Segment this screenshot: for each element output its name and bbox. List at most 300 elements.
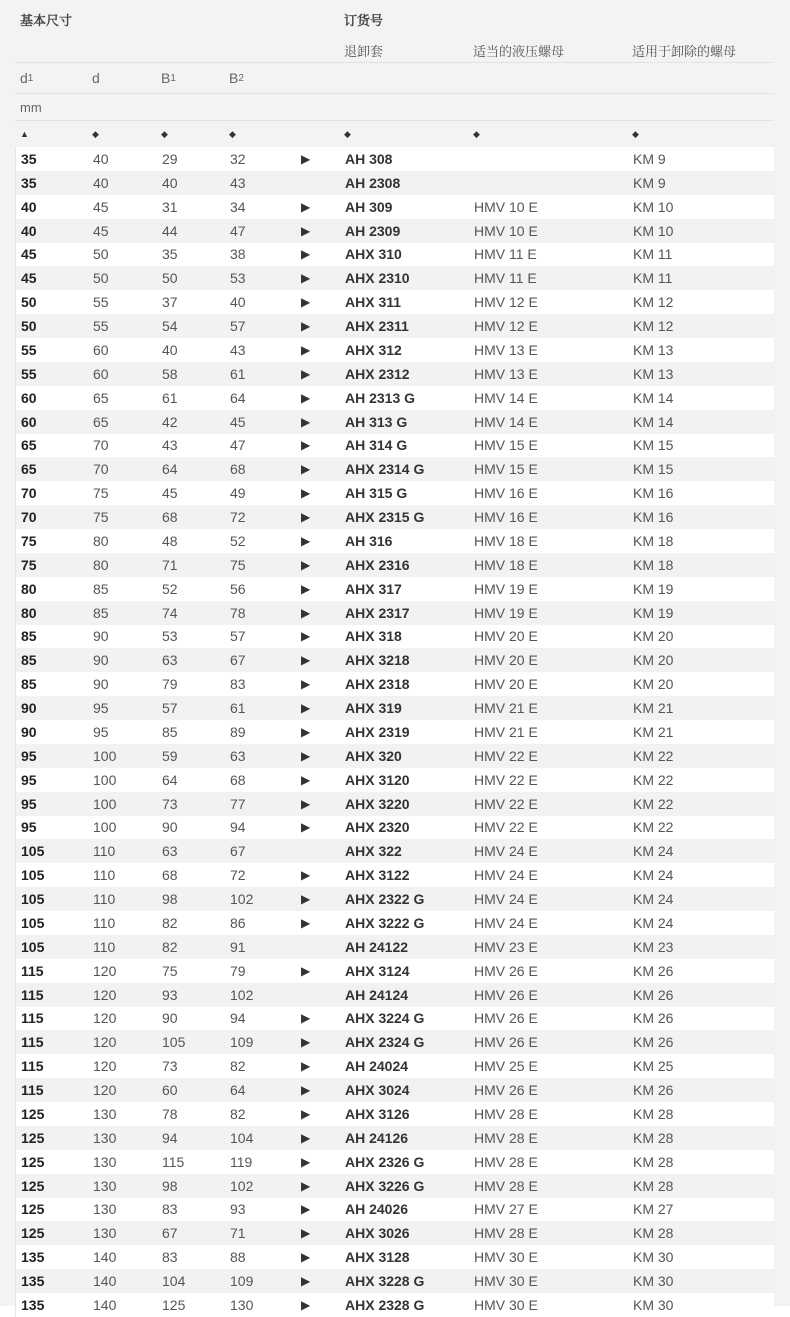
cell-b1: 35 <box>162 246 178 263</box>
cell-b2: 82 <box>230 1058 246 1075</box>
sleeve-link[interactable]: AH 24122 <box>345 938 409 955</box>
sleeve-link[interactable]: AHX 2319 <box>345 723 410 740</box>
cell-b1: 37 <box>162 294 178 311</box>
cell-b2: 72 <box>230 867 246 884</box>
cell-hydraulic-nut: HMV 24 E <box>474 891 538 908</box>
cell-d1: 115 <box>21 1082 44 1099</box>
cell-d1: 70 <box>21 509 37 526</box>
cell-d1: 45 <box>21 270 37 287</box>
cell-b1: 54 <box>162 318 178 335</box>
cell-b1: 58 <box>162 365 178 382</box>
sleeve-link[interactable]: AH 24026 <box>345 1201 409 1218</box>
cell-d1: 35 <box>21 150 37 167</box>
play-arrow-icon[interactable]: ▶ <box>301 223 311 238</box>
cell-d1: 135 <box>21 1296 45 1313</box>
sleeve-link[interactable]: AHX 3226 G <box>345 1177 425 1194</box>
table-row <box>16 1198 774 1222</box>
table-row <box>16 911 774 935</box>
cell-removal-nut: KM 30 <box>633 1249 674 1266</box>
cell-d1: 115 <box>21 962 44 979</box>
cell-b1: 83 <box>162 1201 178 1218</box>
play-arrow-icon[interactable]: ▶ <box>301 1202 311 1217</box>
table-header <box>15 0 774 147</box>
cell-hydraulic-nut: HMV 19 E <box>474 580 538 597</box>
cell-d: 85 <box>93 580 109 597</box>
play-arrow-icon[interactable]: ▶ <box>301 1226 311 1241</box>
table-row <box>16 243 774 267</box>
cell-hydraulic-nut: HMV 11 E <box>474 270 537 287</box>
cell-hydraulic-nut: HMV 12 E <box>474 294 538 311</box>
sleeve-link[interactable]: AHX 3026 <box>345 1225 410 1242</box>
sleeve-link[interactable]: AHX 3224 G <box>345 1010 425 1027</box>
cell-hydraulic-nut: HMV 23 E <box>474 938 538 955</box>
play-arrow-icon[interactable]: ▶ <box>301 1035 311 1050</box>
group-order-number: 订货号 <box>344 12 384 28</box>
cell-removal-nut: KM 16 <box>633 485 674 502</box>
cell-d1: 90 <box>21 700 37 717</box>
cell-b2: 86 <box>230 914 246 931</box>
sort-icon[interactable]: ◆ <box>161 128 168 139</box>
sleeve-link[interactable]: AHX 3220 <box>345 795 410 812</box>
play-arrow-icon[interactable]: ▶ <box>301 963 311 978</box>
table-row <box>16 147 774 171</box>
table-row <box>16 1054 774 1078</box>
cell-hydraulic-nut: HMV 11 E <box>474 246 537 263</box>
play-arrow-icon[interactable]: ▶ <box>301 892 311 907</box>
play-arrow-icon[interactable]: ▶ <box>301 462 311 477</box>
cell-d: 100 <box>93 795 117 812</box>
sleeve-link[interactable]: AHX 3126 <box>345 1105 410 1122</box>
cell-d: 140 <box>93 1296 117 1313</box>
sleeve-link[interactable]: AHX 3120 <box>345 771 410 788</box>
play-arrow-icon[interactable]: ▶ <box>301 820 311 835</box>
sleeve-link[interactable]: AH 314 G <box>345 437 408 454</box>
sleeve-link[interactable]: AHX 2314 G <box>345 461 425 478</box>
cell-removal-nut: KM 30 <box>633 1273 674 1290</box>
cell-d1: 90 <box>21 723 37 740</box>
play-arrow-icon[interactable]: ▶ <box>301 151 311 166</box>
table-row <box>16 863 774 887</box>
cell-d1: 65 <box>21 461 37 478</box>
cell-hydraulic-nut: HMV 10 E <box>474 222 538 239</box>
table-row <box>16 314 774 338</box>
cell-b1: 73 <box>162 795 178 812</box>
cell-b2: 67 <box>230 843 246 860</box>
sleeve-link[interactable]: AHX 319 <box>345 700 402 717</box>
header-subcolumn-row <box>15 38 774 62</box>
cell-b2: 32 <box>230 150 246 167</box>
cell-d1: 80 <box>21 604 37 621</box>
cell-d: 110 <box>93 914 116 931</box>
cell-removal-nut: KM 22 <box>633 747 674 764</box>
sleeve-link[interactable]: AHX 2322 G <box>345 891 425 908</box>
sleeve-link[interactable]: AHX 312 <box>345 341 402 358</box>
header-unit-row <box>15 93 774 120</box>
cell-b1: 40 <box>162 174 178 191</box>
cell-d1: 40 <box>21 222 37 239</box>
cell-b1: 29 <box>162 150 178 167</box>
sleeve-link[interactable]: AHX 3128 <box>345 1249 410 1266</box>
cell-removal-nut: KM 20 <box>633 628 674 645</box>
cell-b1: 98 <box>162 1177 178 1194</box>
col-hydraulic-nut: 适当的液压螺母 <box>473 43 565 59</box>
cell-removal-nut: KM 24 <box>633 843 674 860</box>
play-arrow-icon[interactable]: ▶ <box>301 247 311 262</box>
sort-icon[interactable]: ◆ <box>632 128 639 139</box>
play-arrow-icon[interactable]: ▶ <box>301 557 311 572</box>
sleeve-link[interactable]: AHX 3218 <box>345 652 410 669</box>
cell-d1: 40 <box>21 198 37 215</box>
cell-d: 95 <box>93 700 109 717</box>
cell-hydraulic-nut: HMV 20 E <box>474 652 538 669</box>
cell-removal-nut: KM 23 <box>633 938 674 955</box>
play-arrow-icon[interactable]: ▶ <box>301 271 311 286</box>
cell-b1: 82 <box>162 914 178 931</box>
cell-b2: 47 <box>230 222 246 239</box>
cell-hydraulic-nut: HMV 20 E <box>474 628 538 645</box>
play-arrow-icon[interactable]: ▶ <box>301 605 311 620</box>
sleeve-link[interactable]: AH 24024 <box>345 1058 409 1075</box>
table-row <box>16 648 774 672</box>
sort-icon[interactable]: ◆ <box>92 128 99 139</box>
sleeve-link[interactable]: AH 2309 <box>345 222 401 239</box>
cell-b1: 104 <box>162 1273 186 1290</box>
cell-d: 50 <box>93 246 109 263</box>
cell-d: 130 <box>93 1201 117 1218</box>
cell-d1: 85 <box>21 628 37 645</box>
cell-d1: 55 <box>21 365 37 382</box>
cell-hydraulic-nut: HMV 15 E <box>474 437 538 454</box>
play-arrow-icon[interactable]: ▶ <box>301 1059 311 1074</box>
cell-hydraulic-nut: HMV 26 E <box>474 1034 538 1051</box>
cell-removal-nut: KM 19 <box>633 604 674 621</box>
cell-b2: 64 <box>230 389 246 406</box>
sleeve-link[interactable]: AHX 2310 <box>345 270 410 287</box>
cell-b2: 64 <box>230 1082 246 1099</box>
sleeve-link[interactable]: AHX 2324 G <box>345 1034 425 1051</box>
play-arrow-icon[interactable]: ▶ <box>301 868 311 883</box>
cell-b2: 102 <box>230 986 254 1003</box>
cell-d: 55 <box>93 294 109 311</box>
sleeve-link[interactable]: AH 313 G <box>345 413 408 430</box>
cell-hydraulic-nut: HMV 28 E <box>474 1153 538 1170</box>
cell-b2: 88 <box>230 1249 246 1266</box>
cell-b2: 71 <box>230 1225 246 1242</box>
play-arrow-icon[interactable]: ▶ <box>301 1130 311 1145</box>
cell-b2: 34 <box>230 198 246 215</box>
cell-d1: 95 <box>21 771 37 788</box>
sleeve-link[interactable]: AH 24124 <box>345 986 409 1003</box>
cell-hydraulic-nut: HMV 19 E <box>474 604 538 621</box>
cell-b1: 64 <box>162 771 178 788</box>
cell-b1: 83 <box>162 1249 178 1266</box>
table-row <box>16 768 774 792</box>
table-row <box>16 792 774 816</box>
cell-b2: 104 <box>230 1129 254 1146</box>
table-row <box>16 457 774 481</box>
sleeve-link[interactable]: AHX 317 <box>345 580 402 597</box>
play-arrow-icon[interactable]: ▶ <box>301 1083 311 1098</box>
sort-icon[interactable]: ◆ <box>473 128 480 139</box>
symbol-b1: B 1 <box>161 70 176 86</box>
play-arrow-icon[interactable]: ▶ <box>301 319 311 334</box>
cell-removal-nut: KM 18 <box>633 556 674 573</box>
header-group-row <box>15 0 774 38</box>
table-row <box>16 1126 774 1150</box>
cell-d1: 55 <box>21 341 37 358</box>
sleeve-link[interactable]: AHX 3222 G <box>345 914 425 931</box>
cell-removal-nut: KM 21 <box>633 723 674 740</box>
play-arrow-icon[interactable]: ▶ <box>301 533 311 548</box>
play-arrow-icon[interactable]: ▶ <box>301 701 311 716</box>
play-arrow-icon[interactable]: ▶ <box>301 390 311 405</box>
cell-d: 90 <box>93 676 109 693</box>
sleeve-link[interactable]: AH 2308 <box>345 174 401 191</box>
cell-d: 130 <box>93 1177 117 1194</box>
cell-b2: 68 <box>230 771 246 788</box>
sleeve-link[interactable]: AHX 3024 <box>345 1082 410 1099</box>
cell-b2: 67 <box>230 652 246 669</box>
sleeve-link[interactable]: AHX 2318 <box>345 676 410 693</box>
sleeve-link[interactable]: AHX 310 <box>345 246 402 263</box>
cell-d: 45 <box>93 198 109 215</box>
cell-d: 110 <box>93 938 116 955</box>
cell-hydraulic-nut: HMV 27 E <box>474 1201 538 1218</box>
table-row <box>16 1269 774 1293</box>
cell-hydraulic-nut: HMV 13 E <box>474 365 538 382</box>
play-arrow-icon[interactable]: ▶ <box>301 772 311 787</box>
play-arrow-icon[interactable]: ▶ <box>301 1274 311 1289</box>
table-row <box>16 171 774 195</box>
cell-hydraulic-nut: HMV 14 E <box>474 413 538 430</box>
cell-removal-nut: KM 19 <box>633 580 674 597</box>
table-row <box>16 720 774 744</box>
cell-b1: 68 <box>162 509 178 526</box>
cell-b2: 49 <box>230 485 246 502</box>
cell-d1: 75 <box>21 556 37 573</box>
cell-b2: 130 <box>230 1296 254 1313</box>
play-arrow-icon[interactable]: ▶ <box>301 629 311 644</box>
play-arrow-icon[interactable]: ▶ <box>301 295 311 310</box>
cell-removal-nut: KM 20 <box>633 676 674 693</box>
table-row <box>16 983 774 1007</box>
sleeve-link[interactable]: AHX 2311 <box>345 318 409 335</box>
sleeve-link[interactable]: AHX 3124 <box>345 962 410 979</box>
play-arrow-icon[interactable]: ▶ <box>301 724 311 739</box>
cell-b2: 75 <box>230 556 246 573</box>
sleeve-link[interactable]: AH 309 <box>345 198 393 215</box>
cell-d1: 105 <box>21 914 45 931</box>
table-row <box>16 529 774 553</box>
play-arrow-icon[interactable]: ▶ <box>301 486 311 501</box>
play-arrow-icon[interactable]: ▶ <box>301 199 311 214</box>
cell-d1: 35 <box>21 174 37 191</box>
sleeve-link[interactable]: AHX 2317 <box>345 604 410 621</box>
cell-d: 120 <box>93 1034 117 1051</box>
play-arrow-icon[interactable]: ▶ <box>301 1250 311 1265</box>
sort-icon[interactable]: ◆ <box>229 128 236 139</box>
play-arrow-icon[interactable]: ▶ <box>301 1106 311 1121</box>
cell-b2: 78 <box>230 604 246 621</box>
cell-removal-nut: KM 16 <box>633 509 674 526</box>
cell-d: 65 <box>93 389 109 406</box>
cell-d: 130 <box>93 1129 117 1146</box>
sleeve-link[interactable]: AHX 322 <box>345 843 402 860</box>
table-row <box>16 887 774 911</box>
cell-d1: 80 <box>21 580 37 597</box>
cell-removal-nut: KM 20 <box>633 652 674 669</box>
sort-asc-icon[interactable]: ▲ <box>20 129 29 139</box>
cell-d1: 70 <box>21 485 37 502</box>
cell-b1: 94 <box>162 1129 178 1146</box>
cell-d: 120 <box>93 986 117 1003</box>
cell-b2: 61 <box>230 700 246 717</box>
play-arrow-icon[interactable]: ▶ <box>301 677 311 692</box>
table-row <box>16 839 774 863</box>
cell-b2: 102 <box>230 1177 254 1194</box>
cell-d: 110 <box>93 867 116 884</box>
cell-d1: 60 <box>21 389 37 406</box>
cell-b2: 43 <box>230 341 246 358</box>
sort-row <box>15 120 774 147</box>
cell-d: 130 <box>93 1105 117 1122</box>
cell-d: 130 <box>93 1153 117 1170</box>
cell-d: 60 <box>93 365 109 382</box>
table-row <box>16 1030 774 1054</box>
cell-b1: 82 <box>162 938 178 955</box>
cell-removal-nut: KM 13 <box>633 365 674 382</box>
table-row <box>16 434 774 458</box>
cell-d1: 115 <box>21 986 44 1003</box>
play-arrow-icon[interactable]: ▶ <box>301 510 311 525</box>
cell-d1: 115 <box>21 1058 44 1075</box>
cell-d: 45 <box>93 222 109 239</box>
cell-removal-nut: KM 26 <box>633 1034 674 1051</box>
play-arrow-icon[interactable]: ▶ <box>301 748 311 763</box>
cell-d1: 125 <box>21 1177 45 1194</box>
table-row <box>16 338 774 362</box>
sleeve-link[interactable]: AHX 2315 G <box>345 509 425 526</box>
cell-d: 120 <box>93 1058 117 1075</box>
play-arrow-icon[interactable]: ▶ <box>301 414 311 429</box>
cell-d: 120 <box>93 962 117 979</box>
cell-b1: 61 <box>162 389 178 406</box>
symbol-b2: B 2 <box>229 70 244 86</box>
cell-removal-nut: KM 28 <box>633 1105 674 1122</box>
play-arrow-icon[interactable]: ▶ <box>301 1154 311 1169</box>
table-row <box>16 481 774 505</box>
sleeve-link[interactable]: AHX 2320 <box>345 819 410 836</box>
sleeve-link[interactable]: AH 2313 G <box>345 389 416 406</box>
sleeve-link[interactable]: AHX 2326 G <box>345 1153 425 1170</box>
play-arrow-icon[interactable]: ▶ <box>301 1178 311 1193</box>
sleeve-link[interactable]: AHX 320 <box>345 747 402 764</box>
cell-d1: 65 <box>21 437 37 454</box>
play-arrow-icon[interactable]: ▶ <box>301 366 311 381</box>
cell-removal-nut: KM 9 <box>633 150 666 167</box>
sleeve-link[interactable]: AH 24126 <box>345 1129 409 1146</box>
play-arrow-icon[interactable]: ▶ <box>301 342 311 357</box>
sleeve-link[interactable]: AH 316 <box>345 532 393 549</box>
cell-d1: 125 <box>21 1129 45 1146</box>
cell-d: 100 <box>93 771 117 788</box>
sleeve-link[interactable]: AHX 2312 <box>345 365 410 382</box>
cell-removal-nut: KM 22 <box>633 795 674 812</box>
sleeve-link[interactable]: AHX 318 <box>345 628 402 645</box>
sleeve-link[interactable]: AHX 2328 G <box>345 1296 425 1313</box>
cell-b1: 53 <box>162 628 178 645</box>
cell-b1: 74 <box>162 604 178 621</box>
cell-d1: 125 <box>21 1225 45 1242</box>
cell-removal-nut: KM 12 <box>633 294 674 311</box>
play-arrow-icon[interactable]: ▶ <box>301 915 311 930</box>
sleeve-link[interactable]: AHX 2316 <box>345 556 410 573</box>
cell-hydraulic-nut: HMV 28 E <box>474 1225 538 1242</box>
sleeve-link[interactable]: AHX 3122 <box>345 867 410 884</box>
table-row <box>16 410 774 434</box>
play-arrow-icon[interactable]: ▶ <box>301 653 311 668</box>
cell-b1: 93 <box>162 986 178 1003</box>
play-arrow-icon[interactable]: ▶ <box>301 1297 311 1312</box>
table-body <box>15 147 774 1317</box>
cell-d: 65 <box>93 413 109 430</box>
cell-hydraulic-nut: HMV 18 E <box>474 556 538 573</box>
cell-hydraulic-nut: HMV 16 E <box>474 509 538 526</box>
cell-d: 80 <box>93 532 109 549</box>
sleeve-link[interactable]: AH 308 <box>345 150 393 167</box>
col-removal-nut: 适用于卸除的螺母 <box>632 43 737 59</box>
sleeve-link[interactable]: AH 315 G <box>345 485 408 502</box>
cell-d1: 115 <box>21 1034 44 1051</box>
sleeve-link[interactable]: AHX 3228 G <box>345 1273 425 1290</box>
cell-removal-nut: KM 14 <box>633 389 674 406</box>
cell-b2: 109 <box>230 1273 254 1290</box>
table-row <box>16 505 774 529</box>
play-arrow-icon[interactable]: ▶ <box>301 1011 311 1026</box>
play-arrow-icon[interactable]: ▶ <box>301 581 311 596</box>
cell-b2: 38 <box>230 246 246 263</box>
cell-b1: 63 <box>162 652 178 669</box>
cell-d: 140 <box>93 1273 117 1290</box>
cell-removal-nut: KM 13 <box>633 341 674 358</box>
table-row <box>16 553 774 577</box>
cell-b2: 72 <box>230 509 246 526</box>
cell-d: 90 <box>93 628 109 645</box>
cell-hydraulic-nut: HMV 15 E <box>474 461 538 478</box>
col-withdrawal-sleeve: 退卸套 <box>344 43 384 59</box>
cell-hydraulic-nut: HMV 28 E <box>474 1129 538 1146</box>
cell-b1: 75 <box>162 962 178 979</box>
cell-b1: 44 <box>162 222 178 239</box>
cell-b1: 71 <box>162 556 178 573</box>
cell-b1: 45 <box>162 485 178 502</box>
table-row <box>16 362 774 386</box>
sort-icon[interactable]: ◆ <box>344 128 351 139</box>
cell-d: 120 <box>93 1010 117 1027</box>
cell-b1: 79 <box>162 676 178 693</box>
cell-d: 50 <box>93 270 109 287</box>
cell-b1: 90 <box>162 819 178 836</box>
cell-b2: 82 <box>230 1105 246 1122</box>
cell-d: 100 <box>93 819 117 836</box>
sleeve-link[interactable]: AHX 311 <box>345 294 402 311</box>
table-row <box>16 290 774 314</box>
cell-d1: 105 <box>21 843 45 860</box>
cell-hydraulic-nut: HMV 26 E <box>474 1010 538 1027</box>
play-arrow-icon[interactable]: ▶ <box>301 438 311 453</box>
play-arrow-icon[interactable]: ▶ <box>301 796 311 811</box>
cell-b2: 56 <box>230 580 246 597</box>
